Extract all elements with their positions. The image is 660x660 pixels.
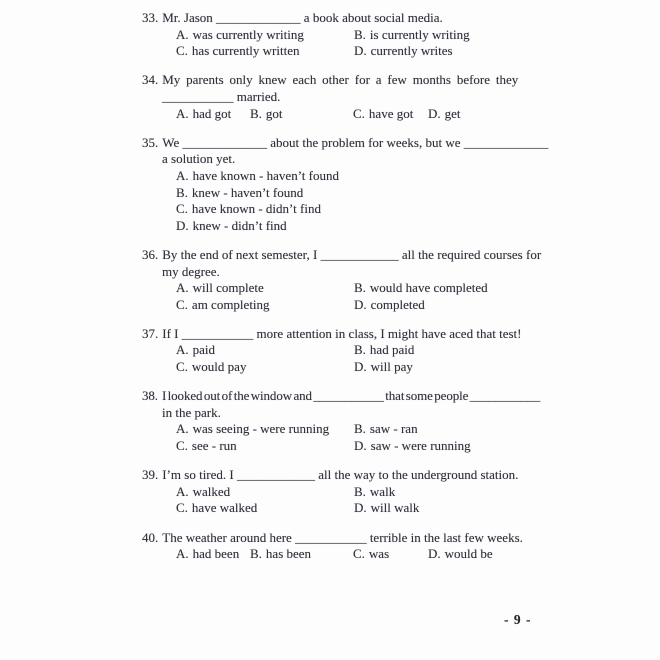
option-text: would have completed xyxy=(369,280,488,296)
question-line-text: in the park. xyxy=(162,404,221,420)
question-line xyxy=(142,388,541,405)
question-block xyxy=(142,134,549,235)
question-options xyxy=(142,27,538,60)
option-d xyxy=(354,438,538,455)
option-label: A. xyxy=(176,546,189,562)
option-label: B. xyxy=(354,26,366,42)
question-line-text: a solution yet. xyxy=(162,151,236,167)
options-row xyxy=(176,500,538,517)
question-line xyxy=(142,405,538,422)
option-label: A. xyxy=(176,421,189,437)
option-label: D. xyxy=(354,43,367,59)
option-a xyxy=(176,168,538,185)
question-line xyxy=(142,72,538,89)
option-label: B. xyxy=(250,546,262,562)
question-line-text: I’m so tired. I ____________ all the way to the underground station. xyxy=(162,467,519,483)
option-c xyxy=(353,106,428,123)
option-text: knew - haven’t found xyxy=(191,184,304,200)
question-line xyxy=(142,264,538,281)
option-label: B. xyxy=(176,184,188,200)
option-text: have got xyxy=(368,105,414,121)
option-a xyxy=(176,27,354,44)
options-row xyxy=(176,342,538,359)
option-label: D. xyxy=(354,438,367,454)
options-row xyxy=(176,201,538,218)
option-text: have known - didn’t find xyxy=(191,201,321,217)
option-a xyxy=(176,484,354,501)
question-options xyxy=(142,168,538,234)
question-number: 38. xyxy=(142,388,158,404)
question-block xyxy=(142,326,538,376)
question-options xyxy=(142,106,538,123)
options-row xyxy=(176,297,538,314)
option-text: will complete xyxy=(192,280,264,296)
option-text: had got xyxy=(192,105,232,121)
option-c xyxy=(176,297,354,314)
option-b xyxy=(250,106,353,123)
question-line-text: The weather around here ___________ terrible in the last few weeks. xyxy=(162,529,523,545)
question-line-text: I looked out of the window and ___________ that some people ___________ xyxy=(161,388,541,404)
question-number: 39. xyxy=(142,467,159,483)
option-a xyxy=(176,546,250,563)
option-label: D. xyxy=(354,500,367,516)
option-label: A. xyxy=(176,26,189,42)
option-a xyxy=(176,342,354,359)
option-text: would be xyxy=(444,546,493,562)
option-text: has currently written xyxy=(191,43,300,59)
option-label: B. xyxy=(250,105,262,121)
question-line xyxy=(142,326,538,343)
option-b xyxy=(354,421,538,438)
option-label: A. xyxy=(176,167,189,183)
option-text: had been xyxy=(192,546,240,562)
question-options xyxy=(142,342,538,375)
question-number: 40. xyxy=(142,529,159,545)
question-line xyxy=(142,134,549,152)
question-line xyxy=(142,530,538,547)
question-line xyxy=(142,467,538,484)
option-a xyxy=(176,106,250,123)
option-b xyxy=(176,185,538,202)
question-block xyxy=(142,530,538,563)
question-options xyxy=(142,546,538,563)
option-c xyxy=(176,500,354,517)
option-text: has been xyxy=(265,546,312,562)
option-b xyxy=(354,27,538,44)
question-number: 37. xyxy=(142,325,159,341)
option-label: B. xyxy=(354,342,366,358)
option-label: D. xyxy=(176,217,189,233)
option-label: A. xyxy=(176,280,189,296)
option-text: walked xyxy=(192,483,231,499)
options-row xyxy=(176,359,538,376)
option-label: D. xyxy=(428,546,441,562)
option-text: got xyxy=(265,105,283,121)
question-block xyxy=(142,246,542,313)
options-row xyxy=(176,27,538,44)
option-b xyxy=(250,546,353,563)
option-text: had paid xyxy=(369,342,415,358)
option-text: was currently writing xyxy=(192,26,304,42)
option-text: walk xyxy=(369,483,396,499)
option-text: was xyxy=(368,546,390,562)
options-row xyxy=(176,106,538,123)
option-label: C. xyxy=(176,359,188,375)
option-a xyxy=(176,280,354,297)
question-line-text: my degree. xyxy=(162,263,220,279)
question-block xyxy=(142,467,538,517)
option-text: saw - ran xyxy=(369,421,418,437)
option-c xyxy=(176,359,354,376)
question-options xyxy=(142,484,538,517)
option-label: C. xyxy=(176,438,188,454)
options-row xyxy=(176,168,538,185)
options-row xyxy=(176,421,538,438)
question-options xyxy=(142,421,538,454)
option-c xyxy=(176,43,354,60)
question-number: 33. xyxy=(142,10,159,25)
option-d xyxy=(428,106,538,123)
option-text: have walked xyxy=(191,500,258,516)
question-number: 36. xyxy=(142,246,159,262)
option-text: see - run xyxy=(191,438,237,454)
options-row xyxy=(176,546,538,563)
option-label: A. xyxy=(176,483,189,499)
question-line xyxy=(142,10,538,27)
option-text: paid xyxy=(192,342,216,358)
option-d xyxy=(354,500,538,517)
option-d xyxy=(428,546,538,563)
option-d xyxy=(354,297,538,314)
option-c xyxy=(176,201,538,218)
option-label: B. xyxy=(354,483,366,499)
options-row xyxy=(176,484,538,501)
options-row xyxy=(176,43,538,60)
options-row xyxy=(176,185,538,202)
question-number: 35. xyxy=(142,134,159,150)
option-text: will pay xyxy=(370,359,413,375)
question-line-text: If I ___________ more attention in class, I might have aced that test! xyxy=(162,325,522,341)
option-label: C. xyxy=(176,201,188,217)
option-label: C. xyxy=(176,500,188,516)
option-d xyxy=(354,43,538,60)
question-line-text: We _____________ about the problem for weeks, but we _____________ xyxy=(162,134,549,150)
question-line-text: By the end of next semester, I ____________ all the required courses for xyxy=(162,246,542,262)
option-label: C. xyxy=(353,105,365,121)
option-text: was seeing - were running xyxy=(192,421,330,437)
question-block xyxy=(142,388,541,454)
options-row xyxy=(176,218,538,235)
option-label: D. xyxy=(428,105,441,121)
option-c xyxy=(176,438,354,455)
option-text: am completing xyxy=(191,296,270,312)
option-b xyxy=(354,342,538,359)
option-text: get xyxy=(444,105,461,121)
option-label: A. xyxy=(176,105,189,121)
option-label: D. xyxy=(354,359,367,375)
option-b xyxy=(354,280,538,297)
option-text: currently writes xyxy=(370,43,453,59)
question-line-text: My parents only knew each other for a few months before they xyxy=(162,72,519,88)
option-label: B. xyxy=(354,421,366,437)
page-number: - 9 - xyxy=(504,612,532,627)
question-options xyxy=(142,280,538,313)
option-label: C. xyxy=(176,43,188,59)
options-row xyxy=(176,438,538,455)
option-a xyxy=(176,421,354,438)
question-line-text: ___________ married. xyxy=(162,88,281,104)
question-line xyxy=(142,151,538,168)
option-d xyxy=(354,359,538,376)
option-text: saw - were running xyxy=(370,438,471,454)
option-label: B. xyxy=(354,280,366,296)
option-text: completed xyxy=(370,296,425,312)
question-number: 34. xyxy=(142,72,159,88)
option-d xyxy=(176,218,538,235)
option-text: would pay xyxy=(191,359,247,375)
question-line xyxy=(142,246,542,264)
option-label: D. xyxy=(354,296,367,312)
option-text: will walk xyxy=(370,500,420,516)
question-block xyxy=(142,72,538,122)
question-block xyxy=(142,10,538,60)
option-b xyxy=(354,484,538,501)
option-text: have known - haven’t found xyxy=(192,167,339,183)
option-text: is currently writing xyxy=(369,26,470,42)
question-line xyxy=(142,89,538,106)
option-c xyxy=(353,546,428,563)
option-label: C. xyxy=(353,546,365,562)
option-text: knew - didn’t find xyxy=(192,217,287,233)
option-label: A. xyxy=(176,342,189,358)
questions-list xyxy=(142,10,549,575)
option-label: C. xyxy=(176,296,188,312)
question-line-text: Mr. Jason _____________ a book about social media. xyxy=(162,10,443,25)
options-row xyxy=(176,280,538,297)
